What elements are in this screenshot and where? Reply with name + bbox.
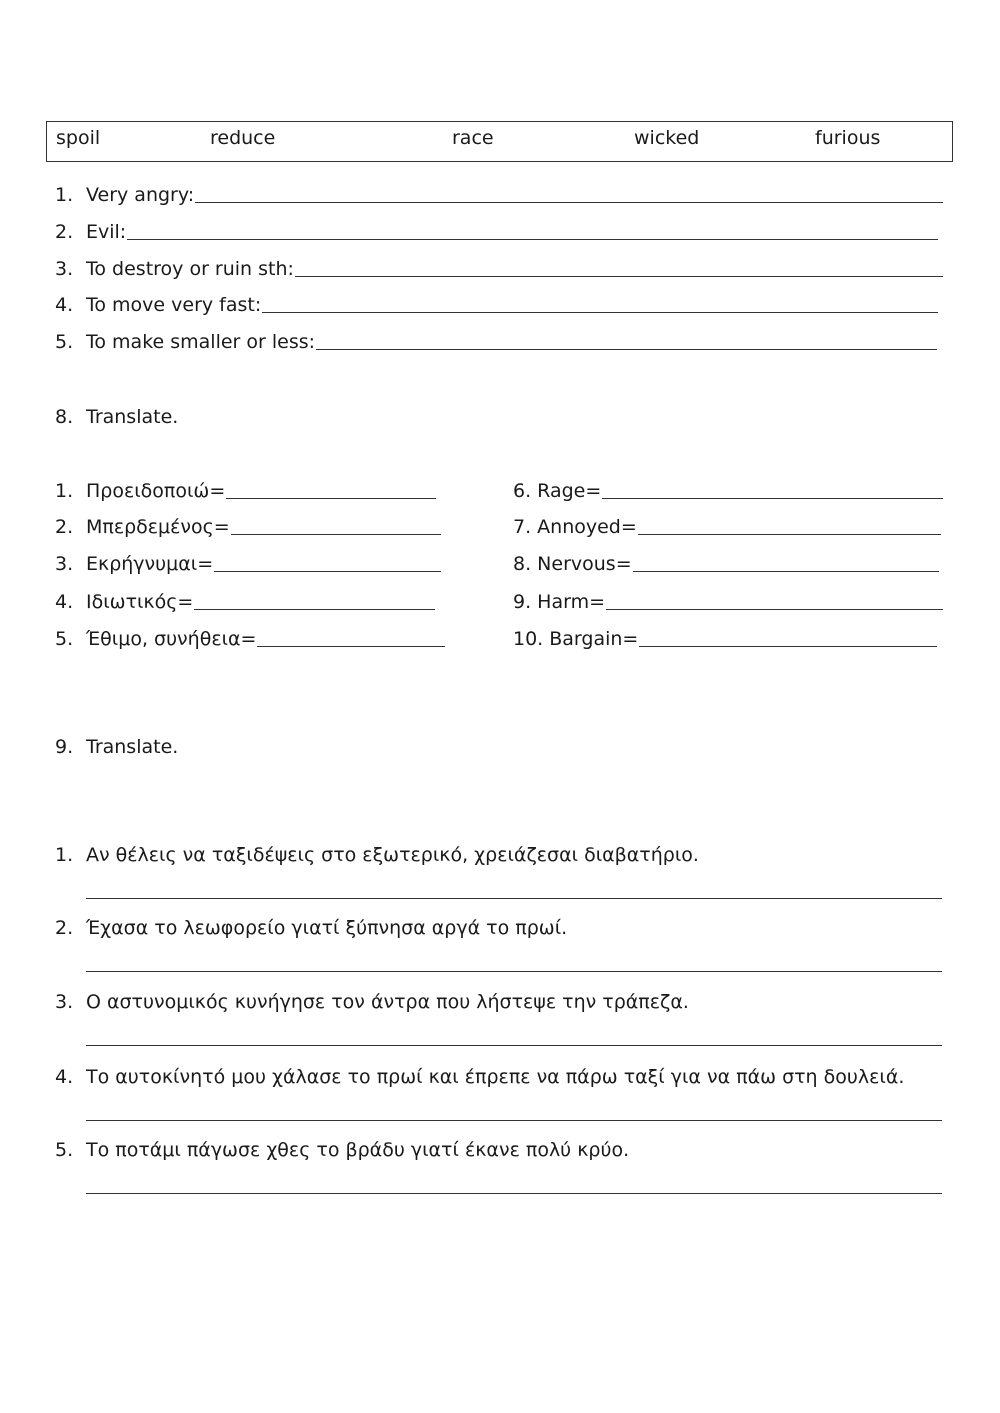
answer-blank[interactable] (257, 627, 445, 647)
translate-term: 7. Annoyed= (513, 516, 637, 538)
sentence-text: Το ποτάμι πάγωσε χθες το βράδυ γιατί έκανε πολύ κρύο. (86, 1139, 630, 1161)
answer-blank[interactable] (638, 515, 941, 535)
answer-blank[interactable] (633, 552, 939, 572)
answer-line[interactable] (86, 1045, 942, 1046)
translate-row (513, 476, 943, 502)
translate-term: 8. Nervous= (513, 553, 632, 575)
word-bank-box (46, 121, 953, 162)
word-bank-item: spoil (56, 127, 101, 149)
answer-line[interactable] (86, 971, 942, 972)
answer-blank[interactable] (194, 590, 435, 610)
item-number: 5. (55, 1139, 74, 1161)
answer-blank[interactable] (639, 627, 937, 647)
sentence-text: Αν θέλεις να ταξιδέψεις στο εξωτερικό, χρειάζεσαι διαβατήριο. (86, 844, 699, 866)
definition-row (55, 180, 943, 206)
definition-row (55, 217, 938, 243)
answer-blank[interactable] (214, 552, 441, 572)
translate-term: Προειδοποιώ= (86, 480, 226, 502)
answer-blank[interactable] (226, 479, 436, 499)
translate-row (55, 624, 445, 650)
translate-row (513, 549, 939, 575)
translate-term: Μπερδεμένος= (86, 516, 230, 538)
translate-term: 9. Harm= (513, 591, 606, 613)
definition-text: Evil: (86, 221, 127, 243)
item-number: 1. (55, 844, 74, 866)
item-number: 2. (55, 516, 74, 538)
definition-row (55, 290, 938, 316)
sentence-row (55, 1062, 904, 1088)
item-number: 4. (55, 591, 74, 613)
sentence-text: Ο αστυνομικός κυνήγησε τον άντρα που λήστεψε την τράπεζα. (86, 991, 689, 1013)
item-number: 5. (55, 628, 74, 650)
item-number: 3. (55, 991, 74, 1013)
answer-blank[interactable] (602, 479, 943, 499)
translate-term: Ιδιωτικός= (86, 591, 194, 613)
answer-blank[interactable] (316, 330, 937, 350)
definition-row (55, 254, 943, 280)
answer-blank[interactable] (295, 257, 943, 277)
answer-blank[interactable] (231, 515, 441, 535)
item-number: 5. (55, 331, 74, 353)
sentence-row (55, 987, 689, 1013)
translate-row (513, 587, 943, 613)
word-bank-item: reduce (210, 127, 276, 149)
word-bank-item: furious (815, 127, 881, 149)
answer-line[interactable] (86, 898, 942, 899)
answer-blank[interactable] (606, 590, 943, 610)
section-8-heading (55, 402, 178, 428)
answer-blank[interactable] (127, 220, 938, 240)
item-number: 4. (55, 294, 74, 316)
answer-line[interactable] (86, 1193, 942, 1194)
sentence-row (55, 1135, 629, 1161)
word-bank-item: wicked (634, 127, 700, 149)
sentence-text: Το αυτοκίνητό μου χάλασε το πρωί και έπρεπε να πάρω ταξί για να πάω στη δουλειά. (86, 1066, 905, 1088)
section-number: 9. (55, 736, 74, 758)
item-number: 3. (55, 553, 74, 575)
definition-row (55, 327, 937, 353)
section-9-heading (55, 732, 178, 758)
section-title: Translate. (86, 406, 179, 428)
translate-row (55, 476, 436, 502)
answer-blank[interactable] (262, 293, 938, 313)
sentence-row (55, 840, 699, 866)
translate-term: Εκρήγνυμαι= (86, 553, 214, 575)
section-title: Translate. (86, 736, 179, 758)
section-number: 8. (55, 406, 74, 428)
translate-term: 10. Bargain= (513, 628, 639, 650)
item-number: 2. (55, 221, 74, 243)
translate-term: 6. Rage= (513, 480, 602, 502)
definition-text: To destroy or ruin sth: (86, 258, 294, 280)
translate-row (55, 549, 441, 575)
translate-row (55, 587, 435, 613)
translate-row (55, 512, 441, 538)
definition-text: To move very fast: (86, 294, 262, 316)
translate-term: Έθιμο, συνήθεια= (86, 628, 257, 650)
sentence-row (55, 913, 567, 939)
item-number: 1. (55, 480, 74, 502)
item-number: 4. (55, 1066, 74, 1088)
item-number: 3. (55, 258, 74, 280)
definition-text: To make smaller or less: (86, 331, 316, 353)
item-number: 2. (55, 917, 74, 939)
translate-row (513, 512, 941, 538)
word-bank-item: race (452, 127, 494, 149)
definition-text: Very angry: (86, 184, 195, 206)
sentence-text: Έχασα το λεωφορείο γιατί ξύπνησα αργά το πρωί. (86, 917, 568, 939)
answer-line[interactable] (86, 1120, 942, 1121)
answer-blank[interactable] (195, 183, 943, 203)
item-number: 1. (55, 184, 74, 206)
translate-row (513, 624, 937, 650)
